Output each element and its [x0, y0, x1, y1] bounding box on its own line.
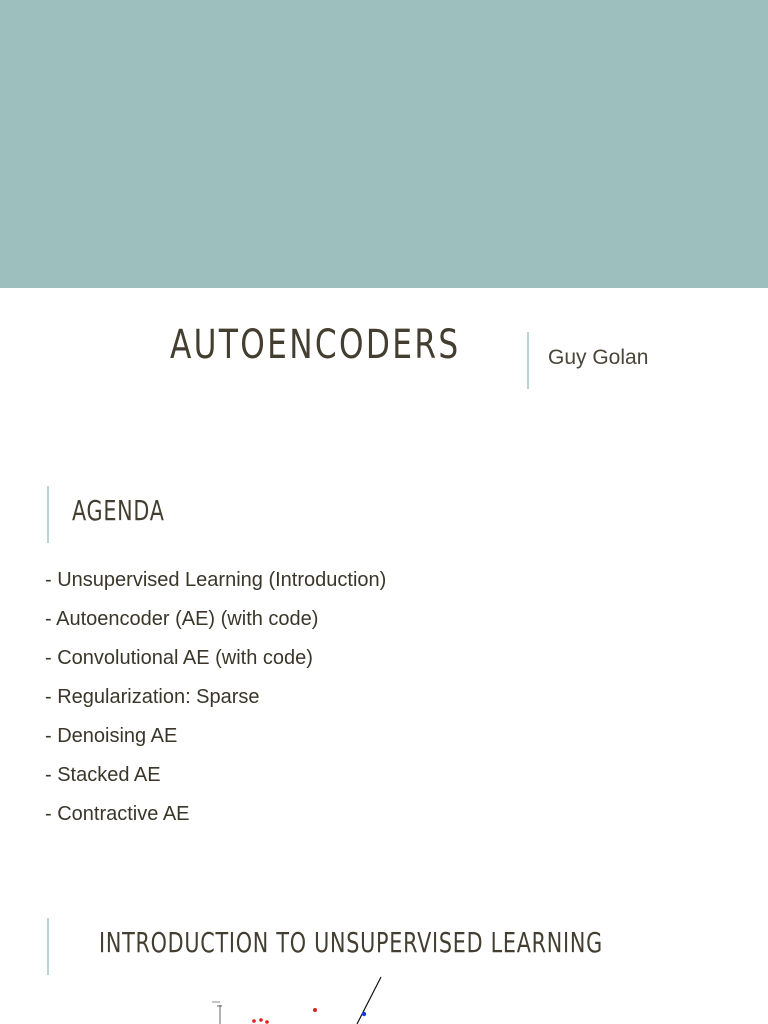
agenda-item-autoencoder: - Autoencoder (AE) (with code) — [45, 608, 319, 630]
plot-point-red — [252, 1019, 256, 1023]
agenda-item-stacked: - Stacked AE — [45, 764, 161, 786]
agenda-item-denoising: - Denoising AE — [45, 725, 178, 747]
intro-accent-bar — [47, 918, 49, 975]
author-name: Guy Golan — [548, 346, 649, 369]
agenda-item-contractive: - Contractive AE — [45, 803, 190, 825]
presentation-title: AUTOENCODERS — [170, 322, 461, 368]
scatter-plot-preview — [200, 972, 400, 1024]
agenda-item-unsupervised: - Unsupervised Learning (Introduction) — [45, 569, 387, 591]
title-banner — [0, 0, 768, 288]
plot-point-red — [265, 1020, 269, 1024]
title-divider — [527, 332, 529, 389]
plot-point-red — [313, 1008, 317, 1012]
intro-heading: INTRODUCTION TO UNSUPERVISED LEARNING — [99, 926, 603, 959]
agenda-item-regularization: - Regularization: Sparse — [45, 686, 260, 708]
agenda-heading: AGENDA — [72, 494, 165, 527]
agenda-accent-bar — [47, 486, 49, 543]
plot-point-blue — [362, 1012, 366, 1016]
plot-point-red — [259, 1018, 263, 1022]
agenda-item-convolutional: - Convolutional AE (with code) — [45, 647, 313, 669]
agenda-list — [45, 566, 386, 839]
plot-separator-line — [357, 977, 381, 1024]
